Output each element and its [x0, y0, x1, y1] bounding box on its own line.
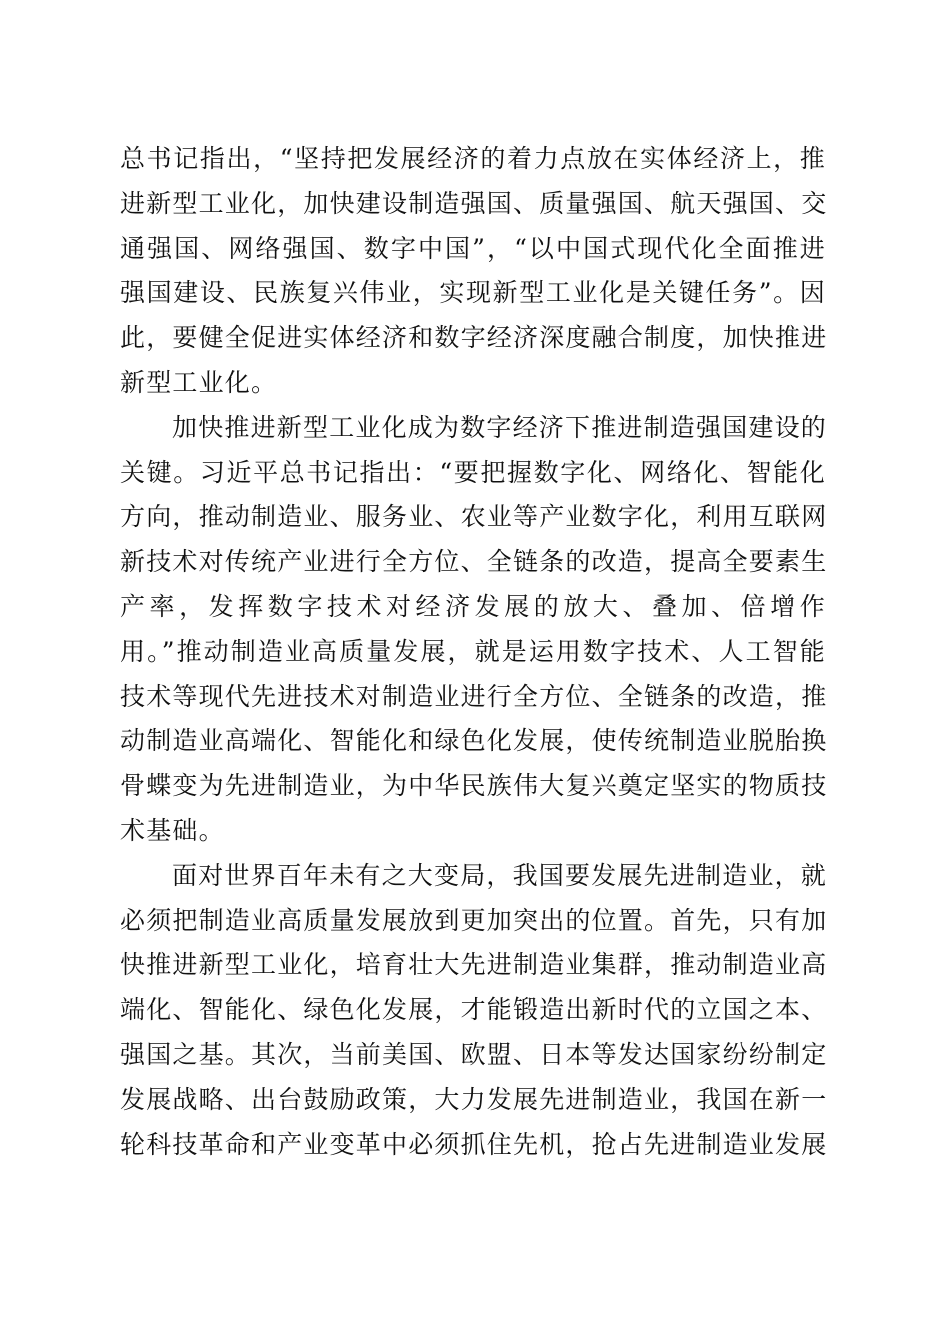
- paragraph-2-line-8: 动制造业高端化、智能化和绿色化发展，使传统制造业脱胎换: [120, 726, 828, 756]
- paragraph-2-line-9: 骨蝶变为先进制造业，为中华民族伟大复兴奠定坚实的物质技: [120, 771, 828, 801]
- paragraph-2-line-1: 加快推进新型工业化成为数字经济下推进制造强国建设的: [172, 412, 828, 442]
- paragraph-1-line-4: 强国建设、民族复兴伟业，实现新型工业化是关键任务”。因: [120, 278, 826, 308]
- paragraph-3-line-1: 面对世界百年未有之大变局，我国要发展先进制造业，就: [172, 860, 828, 890]
- paragraph-1-line-6: 新型工业化。: [120, 367, 278, 397]
- paragraph-1-line-3: 通强国、网络强国、数字中国”，“以中国式现代化全面推进: [120, 233, 826, 263]
- paragraph-1-line-1: 总书记指出，“坚持把发展经济的着力点放在实体经济上，推: [120, 144, 826, 173]
- paragraph-2-line-10: 术基础。: [120, 815, 225, 845]
- paragraph-1-line-5: 此，要健全促进实体经济和数字经济深度融合制度，加快推进: [120, 323, 828, 353]
- paragraph-2-line-5: 产率，发挥数字技术对经济发展的放大、叠加、倍增作: [120, 591, 826, 621]
- paragraph-2-line-3: 方向，推动制造业、服务业、农业等产业数字化，利用互联网: [120, 502, 828, 532]
- paragraph-2-line-7: 技术等现代先进技术对制造业进行全方位、全链条的改造，推: [120, 681, 828, 711]
- paragraph-3-line-5: 强国之基。其次，当前美国、欧盟、日本等发达国家纷纷制定: [120, 1039, 828, 1069]
- paragraph-3-line-3: 快推进新型工业化，培育壮大先进制造业集群，推动制造业高: [120, 950, 828, 980]
- paragraph-2-line-4: 新技术对传统产业进行全方位、全链条的改造，提高全要素生: [120, 547, 828, 577]
- paragraph-2-line-6: 用。”推动制造业高质量发展，就是运用数字技术、人工智能: [120, 636, 826, 666]
- document-body: [120, 137, 826, 1167]
- paragraph-3-line-7: 轮科技革命和产业变革中必须抓住先机，抢占先进制造业发展: [120, 1129, 828, 1159]
- paragraph-3-line-4: 端化、智能化、绿色化发展，才能锻造出新时代的立国之本、: [120, 995, 828, 1025]
- paragraph-3-line-2: 必须把制造业高质量发展放到更加突出的位置。首先，只有加: [120, 905, 828, 935]
- paragraph-2-line-2: 关键。习近平总书记指出：“要把握数字化、网络化、智能化: [120, 457, 826, 487]
- paragraph-1-line-2: 进新型工业化，加快建设制造强国、质量强国、航天强国、交: [120, 188, 828, 218]
- paragraph-3-line-6: 发展战略、出台鼓励政策，大力发展先进制造业，我国在新一: [120, 1084, 828, 1114]
